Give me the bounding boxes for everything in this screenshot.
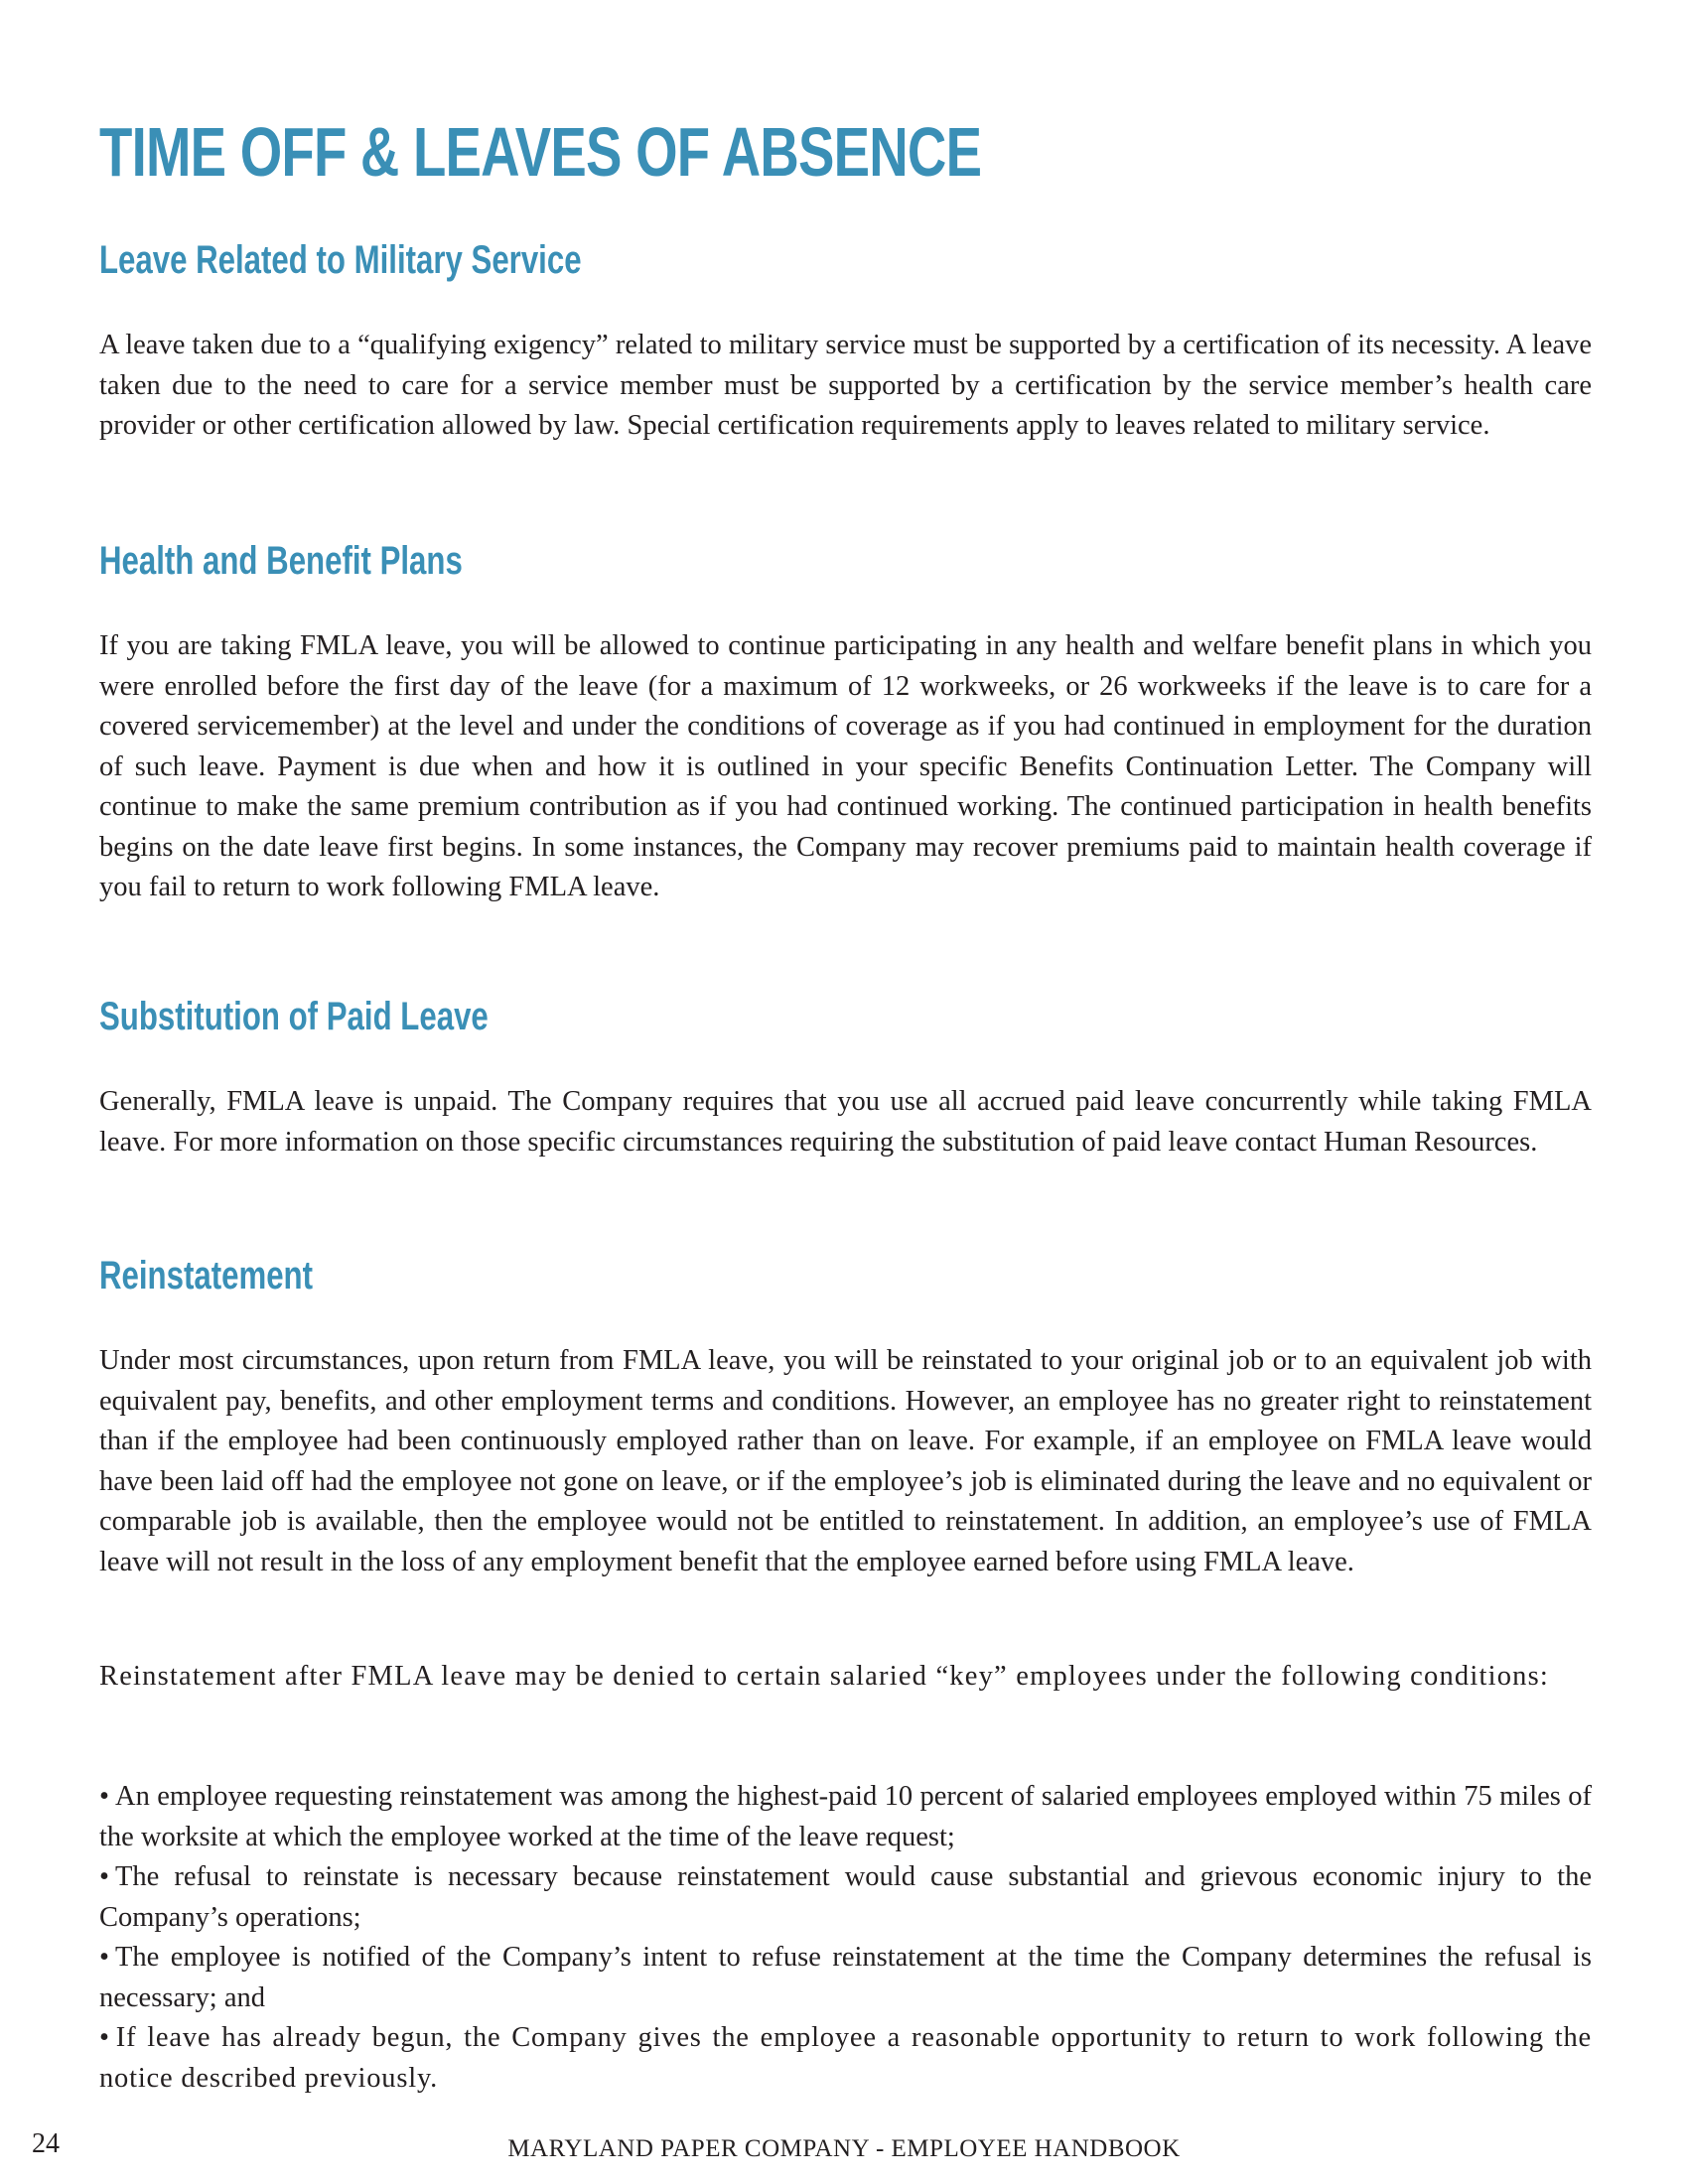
section-heading-health-benefit-plans: Health and Benefit Plans bbox=[99, 539, 463, 583]
section-heading-substitution-paid-leave: Substitution of Paid Leave bbox=[99, 995, 489, 1038]
list-item bbox=[99, 1938, 1592, 2018]
list-item bbox=[99, 2018, 1592, 2099]
page-title: TIME OFF & LEAVES OF ABSENCE bbox=[99, 113, 982, 191]
page-number: 24 bbox=[32, 2128, 60, 2159]
footer-text: MARYLAND PAPER COMPANY - EMPLOYEE HANDBOOK bbox=[507, 2135, 1181, 2162]
paragraph-reinstatement-key-employees: Reinstatement after FMLA leave may be denied to certain salaried “key” employees under the following conditions: bbox=[99, 1661, 1550, 1692]
paragraph-health-benefit-plans: If you are taking FMLA leave, you will be allowed to continue participating in any health and welfare benefit plans in which you were enrolled before the first day of the leave (for a maximum of 12 workweeks, or 26 workweeks if the leave is to care for a covered servicemember) at the level and under the conditions of coverage as if you had continued in employment for the duration of such leave. Payment is due when and how it is outlined in your specific Benefits Continuation Letter. The Company will continue to make the same premium contribution as if you had continued working. The continued participation in health benefits begins on the date leave first begins. In some instances, the Company may recover premiums paid to maintain health coverage if you fail to return to work following FMLA leave. bbox=[99, 630, 1592, 902]
bullet-mark: • bbox=[99, 1861, 109, 1892]
bullet-mark: • bbox=[99, 1942, 109, 1973]
list-item-text: The refusal to reinstate is necessary because reinstatement would cause substantial and grievous economic injury to the Company’s operations; bbox=[99, 1861, 1592, 1933]
paragraph-substitution-paid-leave: Generally, FMLA leave is unpaid. The Company requires that you use all accrued paid leave concurrently while taking FMLA leave. For more information on those specific circumstances requiring the substitution of paid leave contact Human Resources. bbox=[99, 1086, 1592, 1158]
list-item bbox=[99, 1857, 1592, 1938]
bullet-mark: • bbox=[99, 1781, 109, 1812]
paragraph-reinstatement: Under most circumstances, upon return from FMLA leave, you will be reinstated to your original job or to an equivalent job with equivalent pay, benefits, and other employment terms and conditions. However, an employee has no greater right to reinstatement than if the employee had been continuously employed rather than on leave. For example, if an employee on FMLA leave would have been laid off had the employee not gone on leave, or if the employee’s job is eliminated during the leave and no equivalent or comparable job is available, then the employee would not be entitled to reinstatement. In addition, an employee’s use of FMLA leave will not result in the loss of any employment benefit that the employee earned before using FMLA leave. bbox=[99, 1345, 1592, 1577]
list-item-text: An employee requesting reinstatement was among the highest-paid 10 percent of salaried employees employed within 75 miles of the worksite at which the employee worked at the time of the leave request; bbox=[99, 1781, 1592, 1852]
reinstatement-conditions-list bbox=[99, 1777, 1592, 2099]
paragraph-military-service: A leave taken due to a “qualifying exigency” related to military service must be supported by a certification of its necessity. A leave taken due to the need to care for a service member must be supported by a certification by the service member’s health care provider or other certification allowed by law. Special certification requirements apply to leaves related to military service. bbox=[99, 330, 1592, 441]
section-heading-military-service: Leave Related to Military Service bbox=[99, 238, 582, 282]
bullet-mark: • bbox=[99, 2022, 110, 2053]
list-item bbox=[99, 1777, 1592, 1857]
list-item-text: The employee is notified of the Company’s intent to refuse reinstatement at the time the Company determines the refusal is necessary; and bbox=[99, 1942, 1592, 2013]
list-item-text: If leave has already begun, the Company gives the employee a reasonable opportunity to return to work following the notice described previously. bbox=[99, 2022, 1592, 2094]
section-heading-reinstatement: Reinstatement bbox=[99, 1254, 313, 1297]
